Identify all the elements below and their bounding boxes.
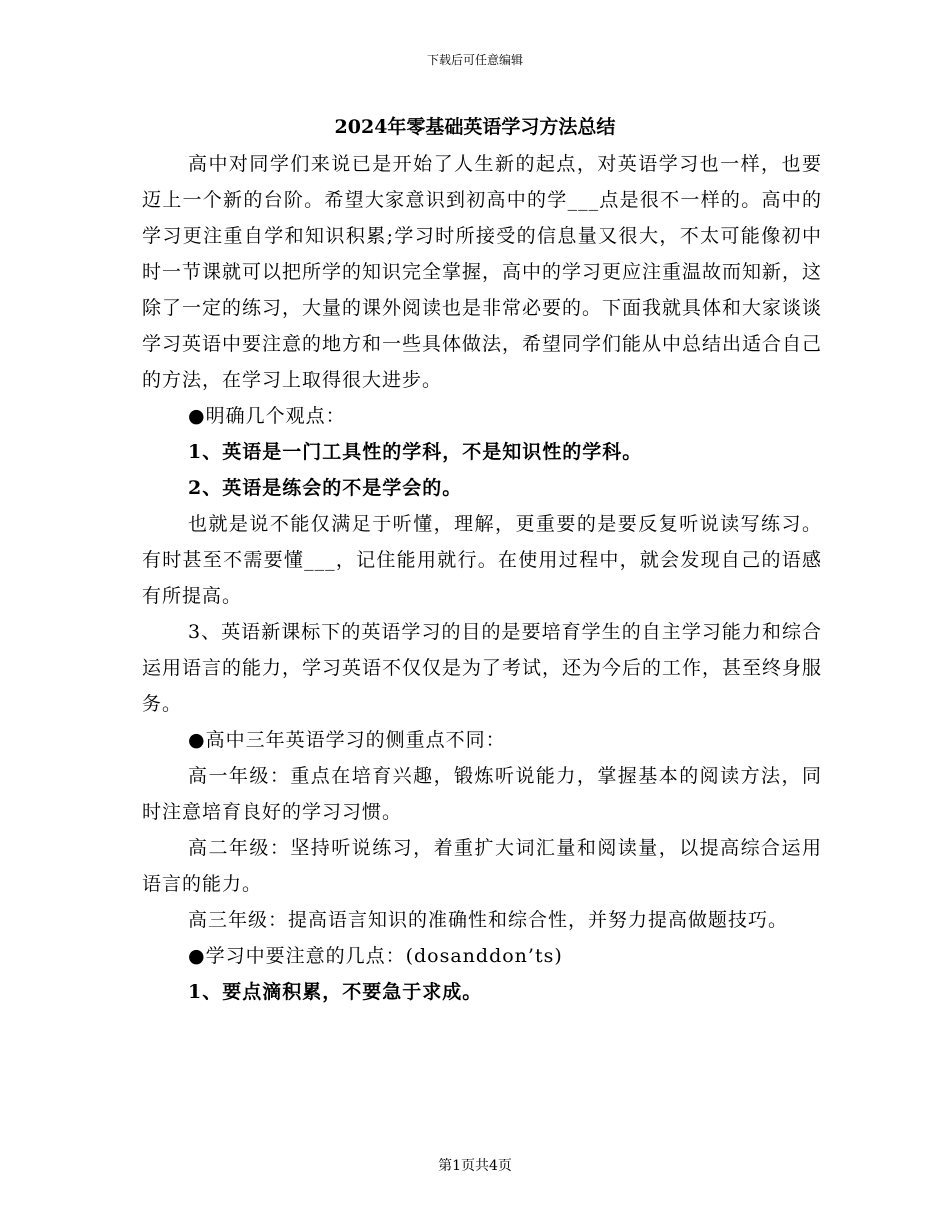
paragraph-grade-1: 高一年级：重点在培育兴趣，锻炼听说能力，掌握基本的阅读方法，同时注意培育良好的学习习惯。	[142, 765, 822, 823]
viewpoint-2: 2、英语是练会的不是学会的。	[188, 477, 463, 499]
paragraph-grade-2: 高二年级：坚持听说练习，着重扩大词汇量和阅读量，以提高综合运用语言的能力。	[142, 837, 822, 895]
paragraph-practice: 也就是说不能仅满足于听懂，理解，更重要的是要反复听说读写练习。有时甚至不需要懂___，记住能用就行。在使用过程中，就会发现自己的语感有所提高。	[142, 513, 822, 607]
bullet-heading-grades: ●高中三年英语学习的侧重点不同：	[188, 729, 506, 751]
header-note: 下载后可任意编辑	[426, 53, 523, 67]
page-number: 第1页共4页	[438, 1158, 512, 1174]
paragraph-intro: 高中对同学们来说已是开始了人生新的起点，对英语学习也一样，也要迈上一个新的台阶。希望大家意识到初高中的学___点是很不一样的。高中的学习更注重自学和知识积累;学习时所接受的信息量又很大，不太可能像初中时一节课就可以把所学的知识完全掌握，高中的学习更应注重温故而知新，这除了一定的练习，大量的课外阅读也是非常必要的。下面我就具体和大家谈谈学习英语中要注意的地方和一些具体做法，希望同学们能从中总结出适合自己的方法，在学习上取得很大进步。	[142, 153, 823, 391]
viewpoint-1: 1、英语是一门工具性的学科，不是知识性的学科。	[188, 441, 643, 463]
viewpoint-3: 3、英语新课标下的英语学习的目的是要培育学生的自主学习能力和综合运用语言的能力，学习英语不仅仅是为了考试，还为今后的工作，甚至终身服务。	[142, 621, 823, 715]
bullet-heading-dos-donts: ●学习中要注意的几点：(dosanddon’ts)	[188, 945, 563, 967]
bullet-heading-viewpoints: ●明确几个观点：	[188, 405, 346, 427]
paragraph-grade-3: 高三年级：提高语言知识的准确性和综合性，并努力提高做题技巧。	[188, 909, 789, 931]
document-body	[142, 146, 822, 1010]
document-title: 2024年零基础英语学习方法总结	[334, 116, 616, 138]
point-1: 1、要点滴积累，不要急于求成。	[188, 981, 483, 1003]
